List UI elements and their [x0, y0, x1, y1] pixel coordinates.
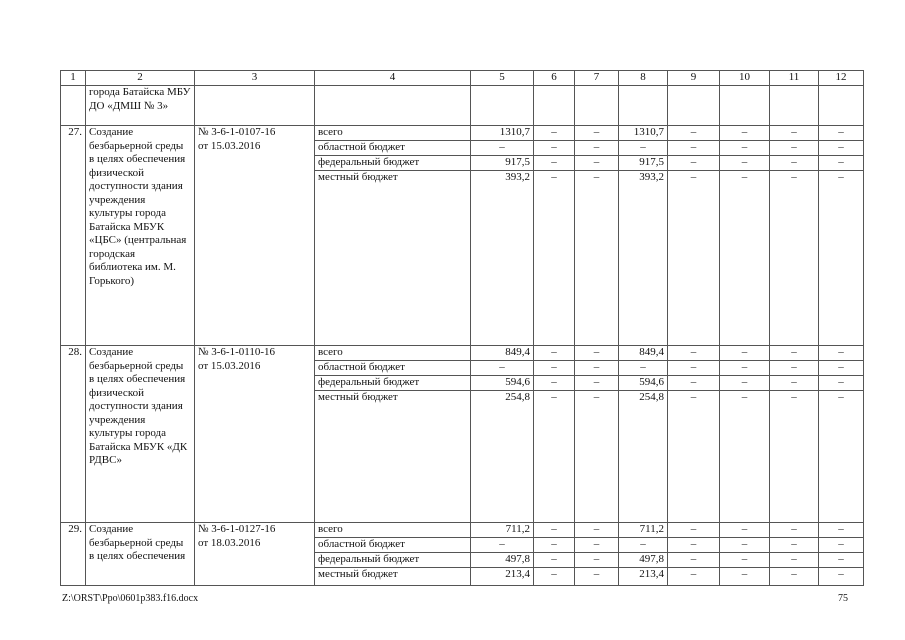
- funding-source: всего: [315, 346, 471, 361]
- amount-col-5: 1310,7: [471, 126, 534, 141]
- empty-dash: –: [575, 141, 619, 156]
- empty-dash: –: [575, 171, 619, 346]
- funding-source: местный бюджет: [315, 171, 471, 346]
- empty-dash: –: [819, 391, 864, 523]
- amount-col-5: 917,5: [471, 156, 534, 171]
- empty-dash: –: [770, 171, 819, 346]
- empty-dash: –: [534, 391, 575, 523]
- funding-source: федеральный бюджет: [315, 376, 471, 391]
- empty-dash: –: [534, 523, 575, 538]
- empty-dash: –: [668, 346, 720, 361]
- amount-col-8: 393,2: [619, 171, 668, 346]
- table-row: [61, 126, 864, 141]
- funding-source: федеральный бюджет: [315, 553, 471, 568]
- agreement-date: от 15.03.2016: [198, 139, 261, 152]
- empty-dash: –: [534, 156, 575, 171]
- empty-dash: –: [720, 361, 770, 376]
- empty-dash: –: [770, 156, 819, 171]
- budget-table: [60, 70, 864, 586]
- agreement-reference: [195, 126, 315, 346]
- empty-dash: –: [819, 553, 864, 568]
- empty-dash: –: [720, 126, 770, 141]
- empty-dash: –: [575, 538, 619, 553]
- empty-dash: –: [575, 156, 619, 171]
- column-header: 1: [61, 71, 86, 86]
- amount-col-5: 594,6: [471, 376, 534, 391]
- page-number: 75: [838, 593, 848, 604]
- empty-dash: –: [668, 156, 720, 171]
- empty-dash: –: [770, 568, 819, 586]
- empty-dash: –: [770, 523, 819, 538]
- table-row: [61, 346, 864, 361]
- amount-col-5: 497,8: [471, 553, 534, 568]
- column-header: 6: [534, 71, 575, 86]
- row-number: 29.: [61, 523, 86, 586]
- empty-dash: –: [668, 391, 720, 523]
- amount-col-5: 213,4: [471, 568, 534, 586]
- agreement-reference: [195, 346, 315, 523]
- empty-dash: –: [819, 126, 864, 141]
- empty-dash: –: [819, 376, 864, 391]
- column-header: 3: [195, 71, 315, 86]
- empty-dash: –: [668, 568, 720, 586]
- agreement-number: № 3-6-1-0110-16: [198, 346, 275, 358]
- row-number: 28.: [61, 346, 86, 523]
- amount-col-5: –: [471, 141, 534, 156]
- empty-dash: –: [720, 538, 770, 553]
- empty-dash: –: [534, 376, 575, 391]
- column-header: 11: [770, 71, 819, 86]
- empty-dash: –: [720, 523, 770, 538]
- empty-dash: –: [720, 568, 770, 586]
- empty-dash: –: [720, 171, 770, 346]
- amount-col-8: 497,8: [619, 553, 668, 568]
- amount-col-5: –: [471, 361, 534, 376]
- empty-dash: –: [770, 553, 819, 568]
- funding-source: всего: [315, 126, 471, 141]
- empty-dash: –: [575, 126, 619, 141]
- empty-dash: –: [534, 346, 575, 361]
- amount-col-5: –: [471, 538, 534, 553]
- table-row: [61, 523, 864, 538]
- agreement-date: от 18.03.2016: [198, 536, 261, 549]
- empty-dash: –: [819, 346, 864, 361]
- funding-source: областной бюджет: [315, 361, 471, 376]
- amount-col-8: 594,6: [619, 376, 668, 391]
- empty-dash: –: [770, 361, 819, 376]
- empty-dash: –: [534, 126, 575, 141]
- funding-source: областной бюджет: [315, 141, 471, 156]
- empty-dash: –: [668, 126, 720, 141]
- amount-col-8: 849,4: [619, 346, 668, 361]
- column-header: 8: [619, 71, 668, 86]
- measure-description: Создание безбарьерной среды в целях обеспечения физической доступности здания учреждения культуры города Батайска МБУК «ЦБС» (центральная городская библиотека им. М. Горького): [86, 126, 195, 346]
- column-header: 2: [86, 71, 195, 86]
- amount-col-8: 213,4: [619, 568, 668, 586]
- agreement-reference: [195, 523, 315, 586]
- empty-dash: –: [668, 171, 720, 346]
- funding-source: местный бюджет: [315, 391, 471, 523]
- amount-col-8: 1310,7: [619, 126, 668, 141]
- empty-dash: –: [720, 346, 770, 361]
- amount-col-5: 254,8: [471, 391, 534, 523]
- funding-source: областной бюджет: [315, 538, 471, 553]
- empty-dash: –: [770, 376, 819, 391]
- column-header: 9: [668, 71, 720, 86]
- measure-description: Создание безбарьерной среды в целях обеспечения: [86, 523, 195, 586]
- empty-dash: –: [819, 523, 864, 538]
- empty-dash: –: [770, 391, 819, 523]
- empty-dash: –: [819, 156, 864, 171]
- empty-dash: –: [575, 391, 619, 523]
- column-header: 7: [575, 71, 619, 86]
- amount-col-8: –: [619, 361, 668, 376]
- empty-dash: –: [720, 156, 770, 171]
- empty-dash: –: [668, 523, 720, 538]
- empty-dash: –: [575, 376, 619, 391]
- empty-dash: –: [720, 391, 770, 523]
- column-header: 10: [720, 71, 770, 86]
- empty-dash: –: [668, 538, 720, 553]
- row-number: 27.: [61, 126, 86, 346]
- amount-col-5: 711,2: [471, 523, 534, 538]
- empty-dash: –: [770, 346, 819, 361]
- empty-dash: –: [534, 568, 575, 586]
- empty-dash: –: [534, 553, 575, 568]
- agreement-date: от 15.03.2016: [198, 359, 261, 372]
- funding-source: федеральный бюджет: [315, 156, 471, 171]
- amount-col-8: –: [619, 538, 668, 553]
- empty-dash: –: [668, 376, 720, 391]
- empty-dash: –: [770, 538, 819, 553]
- amount-col-8: 254,8: [619, 391, 668, 523]
- amount-col-5: 849,4: [471, 346, 534, 361]
- empty-dash: –: [720, 553, 770, 568]
- empty-dash: –: [720, 376, 770, 391]
- empty-dash: –: [819, 171, 864, 346]
- amount-col-8: 917,5: [619, 156, 668, 171]
- empty-dash: –: [534, 171, 575, 346]
- empty-dash: –: [575, 568, 619, 586]
- agreement-number: № 3-6-1-0127-16: [198, 523, 276, 535]
- measure-description: Создание безбарьерной среды в целях обеспечения физической доступности здания учреждения культуры города Батайска МБУК «ДК РДВС»: [86, 346, 195, 523]
- amount-col-8: –: [619, 141, 668, 156]
- column-header: 4: [315, 71, 471, 86]
- empty-dash: –: [575, 346, 619, 361]
- file-path: Z:\ORST\Ppo\0601p383.f16.docx: [62, 593, 199, 604]
- column-number-row: [61, 71, 864, 86]
- funding-source: всего: [315, 523, 471, 538]
- empty-dash: –: [534, 538, 575, 553]
- empty-dash: –: [819, 538, 864, 553]
- empty-dash: –: [575, 523, 619, 538]
- empty-dash: –: [575, 361, 619, 376]
- carry-over-row: [61, 86, 864, 126]
- empty-dash: –: [668, 141, 720, 156]
- column-header: 5: [471, 71, 534, 86]
- empty-dash: –: [770, 141, 819, 156]
- empty-dash: –: [668, 553, 720, 568]
- agreement-number: № 3-6-1-0107-16: [198, 126, 276, 138]
- empty-dash: –: [819, 361, 864, 376]
- funding-source: местный бюджет: [315, 568, 471, 586]
- empty-dash: –: [819, 141, 864, 156]
- carry-over-desc: города Батайска МБУ ДО «ДМШ № 3»: [86, 86, 195, 126]
- empty-dash: –: [534, 141, 575, 156]
- empty-dash: –: [575, 553, 619, 568]
- empty-dash: –: [770, 126, 819, 141]
- empty-dash: –: [534, 361, 575, 376]
- empty-dash: –: [668, 361, 720, 376]
- column-header: 12: [819, 71, 864, 86]
- amount-col-5: 393,2: [471, 171, 534, 346]
- empty-dash: –: [720, 141, 770, 156]
- empty-dash: –: [819, 568, 864, 586]
- amount-col-8: 711,2: [619, 523, 668, 538]
